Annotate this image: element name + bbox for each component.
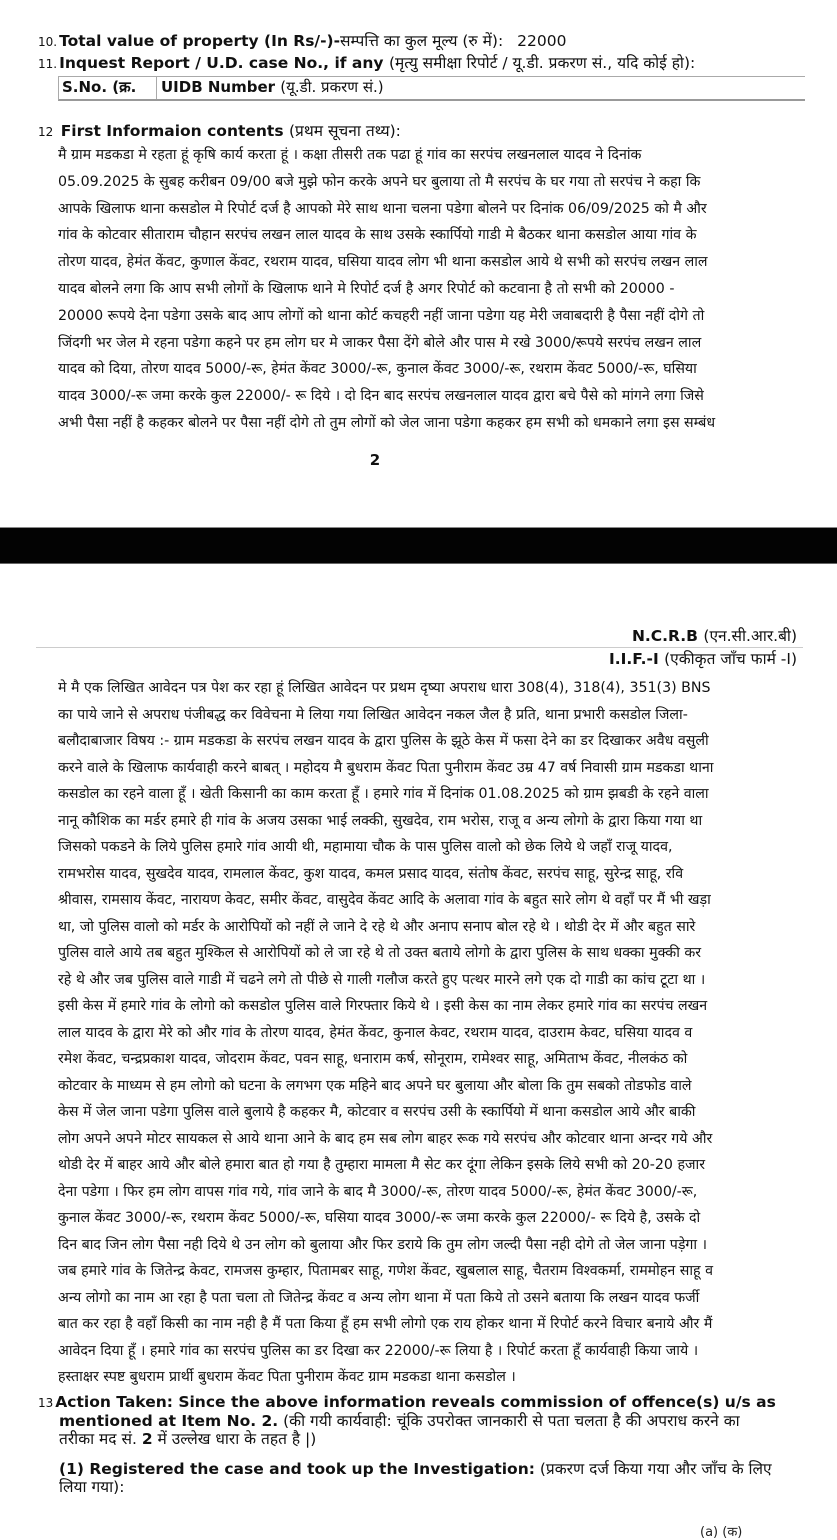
item-label-hindi: (प्रथम सूचना तथ्य):: [288, 122, 401, 140]
item-10-total-property-value: [38, 30, 837, 52]
document-page-2: [0, 0, 837, 527]
item-label: Inquest Report / U.D. case No., if any: [59, 54, 384, 72]
action-label: Action Taken: Since the above information reveals commission of offence(s) u/s as: [55, 1392, 776, 1411]
iif-label-hindi: (एकीकृत जाँच फार्म -I): [664, 650, 797, 668]
item-number: 10.: [38, 35, 58, 49]
text-line: जिसको पकडने के लिये पुलिस हमारे गांव आयी थी, महामाया चौक के पास पुलिस वालो को छेक लिये थे जहाँ राजू यादव,: [58, 839, 673, 855]
text-line: तोरण यादव, हेमंत केंवट, कुणाल केंवट, रथराम यादव, घसिया यादव लोग भी थाना कसडोल आये थे सभी को सरपंच लखन लाल: [58, 254, 708, 271]
action-label-continued: [38, 1412, 808, 1430]
text-line: हस्ताक्षर स्पष्ट बुधराम प्रार्थी बुधराम केंवट पिता पुनीराम केंवट ग्राम मडकडा थाना कसडोल ।: [58, 1369, 516, 1385]
text-line: बात कर रहा है वहाँ किसी का नाम नही है मैं पता किया हूँ हम सभी लोगो एक राय होकर थाना में रिपोर्ट करने विचार बनाये और मैं: [58, 1316, 713, 1332]
item-number: 12: [38, 125, 54, 139]
registered-case-label-hindi-cont: लिया गया):: [59, 1477, 125, 1496]
text-line: रमेश केंवट, चन्द्रप्रकाश यादव, जोदराम केंवट, पवन साहू, धनाराम कर्ष, सोनूराम, रामेश्वर साहू, अमिताभ केंवट, नीलकंठ को: [58, 1051, 688, 1067]
text-line: गांव के कोटवार सीताराम चौहान सरपंच लखन लाल यादव के साथ उसके स्कार्पियो गाडी मे बैठकर थाना कसडोल आया गांव के: [58, 227, 697, 244]
first-information-text: [58, 142, 818, 437]
item-11-inquest-report: [38, 52, 837, 74]
action-label-cont: mentioned at Item No. 2.: [59, 1411, 279, 1430]
text-line: केस में जेल जाना पडेगा पुलिस वाले बुलाये है कहकर मै, कोटवार व सरपंच उसी के स्कार्पियो में थाना कसडोल आये और बाकी: [58, 1104, 696, 1120]
property-value: 22000: [517, 32, 567, 50]
text-line: जब हमारे गांव के जितेन्द्र केवट, रामजस कुम्हार, पितामबर साहू, गणेश केंवट, खुबलाल साहू, चैतराम विश्वकर्मा, राममोहन साहू व: [58, 1263, 713, 1279]
text-line: अभी पैसा नहीं है कहकर बोलने पर पैसा नहीं दोगे तो तुम लोगों को जेल जाना पडेगा कहकर हम सभी को धमकाने लगा इस सम्बंध: [58, 414, 716, 431]
action-label-hindi-continued: [38, 1430, 808, 1448]
text-line: नानू कौशिक का मर्डर हमारे ही गांव के अजय उसका भाई लक्की, सुखदेव, राम भरोस, राजू व अन्य लोगो के द्वारा किया गया था: [58, 812, 703, 829]
text-line: रहे थे और जब पुलिस वाले गाडी में चढने लगे तो पीछे से गाली गलौज करते हुए पत्थर मारने लगे एक दो गाडी का कांच टूटा था ।: [58, 971, 706, 988]
item-label: First Informaion contents: [60, 122, 284, 140]
text-line: अन्य लोगो का नाम आ रहा है पता चला तो जितेन्द्र केंवट व अन्य लोग थाना में पता किये तो उसने बताया कि लखन यादव फर्जी: [58, 1289, 700, 1306]
item-label-hindi: (मृत्यु समीक्षा रिपोर्ट / यू.डी. प्रकरण सं., यदि कोई हो):: [388, 54, 696, 72]
text-line: 20000 रूपये देना पडेगा उसके बाद आप लोगों को थाना कोर्ट कचहरी नहीं जाना पडेगा यह मेरी जवाबदारी है पैसा नहीं दोगे तो: [58, 307, 705, 324]
text-line: लोग अपने अपने मोटर सायकल से आये थाना आने के बाद हम सब लोग बाहर रूक गये सरपंच और कोटवार थाना अन्दर गये और: [58, 1130, 713, 1147]
first-information-text-continued: [58, 675, 818, 1391]
text-line: मे मै एक लिखित आवेदन पत्र पेश कर रहा हूं लिखित आवेदन पर प्रथम दृष्या अपराध धारा 308(4), 318(4), 351(3) BNS: [58, 680, 711, 696]
action-item-ref: 2: [141, 1429, 153, 1448]
uidb-label-hindi: (यू.डी. प्रकरण सं.): [280, 78, 384, 96]
page-3-content: [0, 626, 837, 1540]
action-label-hindi-end: में उल्लेख धारा के तहत है |): [157, 1429, 317, 1448]
uidb-label: UIDB Number: [161, 78, 276, 96]
ncrb-label-hindi: (एन.सी.आर.बी): [703, 627, 797, 645]
uidb-table-header: [58, 76, 805, 101]
page-separator: [0, 527, 837, 564]
text-line: रामभरोस यादव, सुखदेव यादव, रामलाल केंवट, कुश यादव, कमल प्रसाद यादव, संतोष केंवट, सरपंच साहू, सुरेन्द्र साहू, रवि: [58, 865, 684, 882]
text-line: यादव बोलने लगा कि आप सभी लोगों के खिलाफ थाने मे रिपोर्ट दर्ज है अगर रिपोर्ट को कटवाना है तो सभी को 20000 -: [58, 280, 675, 297]
text-line: आवेदन दिया हूँ । हमारे गांव का सरपंच पुलिस का डर दिखा कर 22000/-रू लिया है । रिपोर्ट करता हूँ कार्यवाही किया जाये ।: [58, 1342, 699, 1359]
text-line: इसी केस में हमारे गांव के लोगो को कसडोल पुलिस वाले गिरफ्तार किये थे । इसी केस का नाम लेकर हमारे गांव का सरपंच लखन: [58, 998, 708, 1014]
text-line: यादव को दिया, तोरण यादव 5000/-रू, हेमंत केंवट 3000/-रू, कुनाल केंवट 3000/-रू, रथराम केंवट 5000/-रू, घसिया: [58, 361, 697, 378]
item-label: Total value of property (In Rs/-)-: [59, 32, 341, 50]
action-label-hindi-cont: तरीका मद सं.: [59, 1429, 137, 1448]
text-line: श्रीवास, रामसाय केंवट, नारायण केवट, समीर केंवट, वासुदेव केंवट आदि के अलावा गांव के बहुत सारे लोग थे वहाँ पर मैं भी खड़ा: [58, 892, 711, 908]
text-line: आपके खिलाफ थाना कसडोल मे रिपोर्ट दर्ज है आपको मेरे साथ थाना चलना पडेगा बोलने पर दिनांक 06/09/2025 को मै और: [58, 200, 707, 217]
uidb-number-column-header: [157, 77, 384, 99]
action-label-hindi: (की गयी कार्यवाही: चूंकि उपरोक्त जानकारी से पता चलता है की अपराध करने का: [283, 1411, 740, 1430]
text-line: जिंदगी भर जेल मे रहना पडेगा कहने पर हम लोग घर मे जाकर पैसा देंगे बोले और पास मे रखे 3000/रूपये सरपंच लखन लाल: [58, 334, 702, 351]
item-number: 11.: [38, 57, 58, 71]
ncrb-label: N.C.R.B: [631, 627, 698, 645]
page-number: 2: [369, 450, 381, 469]
action-first-line: [38, 1393, 808, 1412]
item-13-sub-1-registered-case: [59, 1460, 809, 1496]
header-divider: [36, 647, 803, 648]
document-page-3: [0, 564, 837, 1540]
text-line: मै ग्राम मडकडा मे रहता हूं कृषि कार्य करता हूं । कक्षा तीसरी तक पढा हूं गांव का सरपंच लखनलाल यादव ने दिनांक: [58, 147, 642, 163]
text-line: कुनाल केंवट 3000/-रू, रथराम केंवट 5000/-रू, घसिया यादव 3000/-रू जमा करके कुल 22000/- रू दिये है, उसके दो: [58, 1210, 701, 1226]
text-line: करने वाले के खिलाफ कार्यवाही करने बाबत् । महोदय मै बुधराम केंवट पिता पुनीराम केंवट उम्र 47 वर्ष निवासी ग्राम मडकडा थाना: [58, 759, 714, 776]
registered-case-label: (1) Registered the case and took up the Investigation:: [59, 1459, 535, 1478]
item-12-first-information: [38, 120, 837, 142]
sno-column-header: S.No. (क्र.: [59, 77, 157, 99]
text-line: 05.09.2025 के सुबह करीबन 09/00 बजे मुझे फोन करके अपने घर बुलाया तो मै सरपंच के घर गया तो सरपंच ने कहा कि: [58, 173, 701, 190]
text-line: देना पडेगा । फिर हम लोग वापस गांव गये, गांव जाने के बाद मै 3000/-रू, तोरण यादव 5000/-रू, हेमंत केंवट 3000/-रू,: [58, 1183, 698, 1200]
text-line: कोटवार के माध्यम से हम लोगो को घटना के लगभग एक महिने बाद अपने घर बुलाया और बोला कि तुम सबको तोडफोड वाले: [58, 1077, 692, 1094]
text-line: लाल यादव के द्वारा मेरे को और गांव के तोरण यादव, हेमंत केंवट, कुनाल केवट, रथराम यादव, दाउराम केवट, घसिया यादव व: [58, 1024, 693, 1041]
header-ncrb: [0, 626, 797, 646]
item-number: 13: [38, 1395, 54, 1410]
text-line: थोडी देर में बाहर आये और बोले हमारा बात हो गया है तुम्हारा मामला मै सेट कर दूंगा लेकिन इसके लिये सभी को 20-20 हजार: [58, 1157, 706, 1173]
text-line: कसडोल का रहने वाला हूँ । खेती किसानी का काम करता हूँ । हमारे गांव में दिनांक 01.08.2025 को ग्राम झबडी के रहने वाला: [58, 786, 709, 802]
text-line: का पाये जाने से अपराध पंजीबद्ध कर विवेचना मे लिया गया लिखित आवेदन नकल जैल है प्रति, थाना प्रभारी कसडोल जिला-: [58, 706, 688, 723]
text-line: दिन बाद जिन लोग पैसा नही दिये थे उन लोग को बुलाया और फिर डराये कि तुम लोग जल्दी पैसा नही दोगे तो जेल जाना पड़ेगा ।: [58, 1236, 707, 1253]
text-line: था, जो पुलिस वालो को मर्डर के आरोपियों को नहीं ले जाने दे रहे थे और अनाप सनाप बोल रहे थे । थोडी देर में और बहुत सारे: [58, 918, 696, 935]
page-2-content: [0, 30, 837, 470]
text-line: यादव 3000/-रू जमा करके कुल 22000/- रू दिये । दो दिन बाद सरपंच लखनलाल यादव द्वारा बचे पैसे को मांगने लगा जिसे: [58, 388, 704, 405]
item-label-hindi: सम्पत्ति का कुल मूल्य (रु में):: [340, 32, 504, 50]
registered-case-label-hindi: (प्रकरण दर्ज किया गया और जाँच के लिए: [539, 1459, 772, 1478]
text-line: बलौदाबाजार विषय :- ग्राम मडकडा के सरपंच लखन यादव के द्वारा पुलिस के झूठे केस में फसा देने का डर दिखाकर अवैध वसुली: [58, 733, 709, 749]
text-line: पुलिस वाले आये तब बहुत मुश्किल से आरोपियों को ले जा रहे थे तो उक्त बताये लोगो के द्वारा पुलिस के साथ धक्का मुक्की कर: [58, 945, 702, 961]
header-iif: [0, 649, 797, 669]
iif-label: I.I.F.-I: [609, 650, 659, 668]
item-13-action-taken: [38, 1393, 808, 1448]
cutoff-next-item: (a) (क): [700, 1524, 743, 1540]
